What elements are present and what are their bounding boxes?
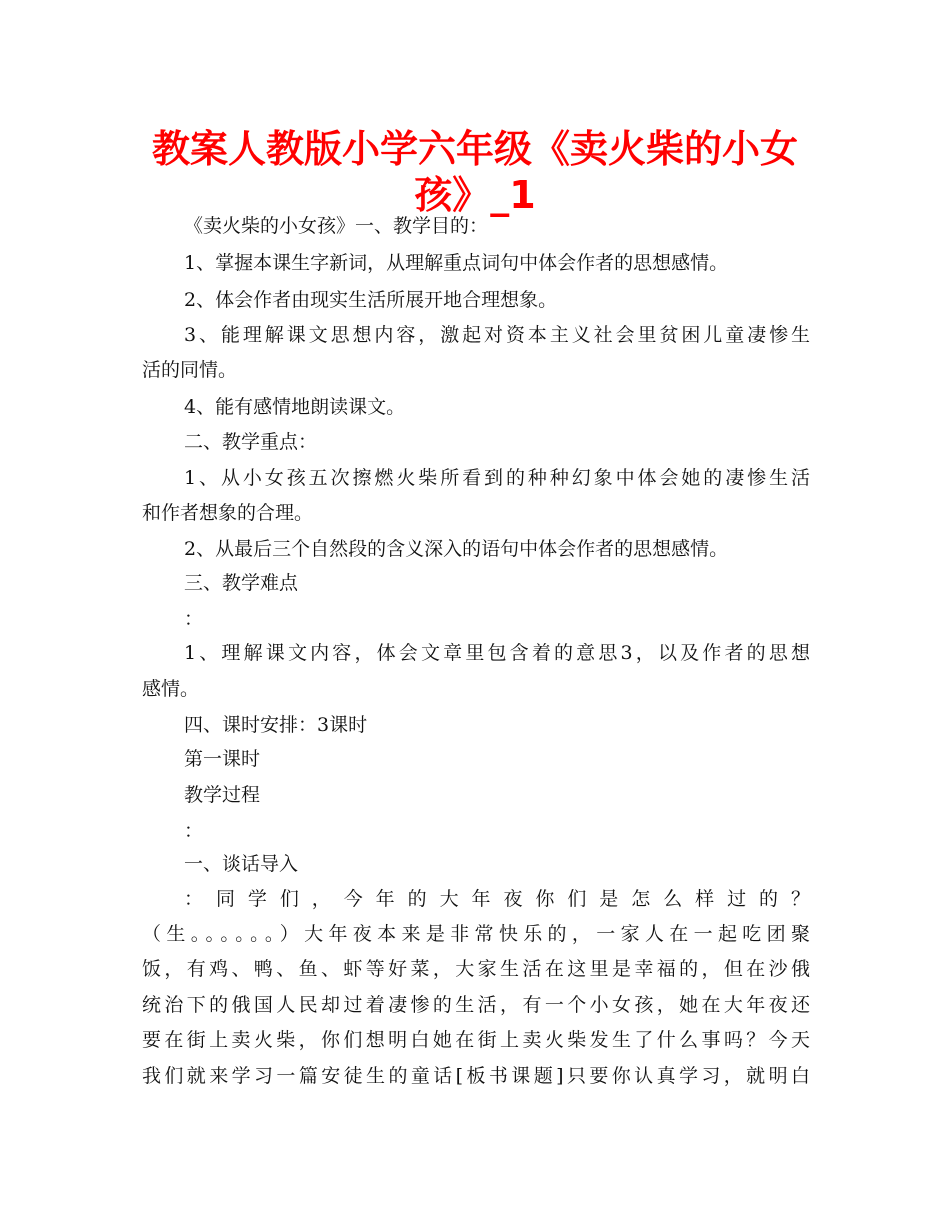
paragraph-line: 我们就来学习一篇安徒生的童话[板书课题]只要你认真学习，就明白 bbox=[142, 1065, 810, 1087]
paragraph-line: ：同学们，今年的大年夜你们是怎么样过的？ bbox=[184, 888, 810, 910]
paragraph-line: 2、从最后三个自然段的含义深入的语句中体会作者的思想感情。 bbox=[184, 538, 729, 560]
paragraph-line: 一、谈话导入 bbox=[184, 853, 299, 875]
paragraph-line: （生。。。。。。）大年夜本来是非常快乐的，一家人在一起吃团聚 bbox=[142, 923, 810, 945]
paragraph-line: 统治下的俄国人民却过着凄惨的生活，有一个小女孩，她在大年夜还 bbox=[142, 994, 810, 1016]
paragraph-line: 教学过程 bbox=[184, 784, 261, 806]
paragraph-line: 1、从小女孩五次擦燃火柴所看到的种种幻象中体会她的凄惨生活 bbox=[184, 467, 810, 489]
paragraph-line: 和作者想象的合理。 bbox=[142, 502, 314, 524]
paragraph-line: 第一课时 bbox=[184, 748, 261, 770]
paragraph-line: 3、能理解课文思想内容，激起对资本主义社会里贫困儿童凄惨生 bbox=[184, 324, 810, 346]
document-title-line-1: 教案人教版小学六年级《卖火柴的小女 bbox=[151, 127, 798, 171]
paragraph-line: 感情。 bbox=[142, 678, 200, 700]
paragraph-line: 二、教学重点： bbox=[184, 431, 318, 453]
paragraph-line: 2、体会作者由现实生活所展开地合理想象。 bbox=[184, 289, 558, 311]
paragraph-line: 4、能有感情地朗读课文。 bbox=[184, 396, 406, 418]
document-title-line-2: 孩》_1 bbox=[414, 173, 536, 217]
paragraph-line: 饭，有鸡、鸭、鱼、虾等好菜，大家生活在这里是幸福的，但在沙俄 bbox=[142, 958, 810, 980]
paragraph-line: 四、课时安排：3课时 bbox=[184, 714, 368, 736]
paragraph-line: ： bbox=[184, 820, 204, 842]
paragraph-line: 1、理解课文内容，体会文章里包含着的意思3，以及作者的思想 bbox=[184, 642, 810, 664]
paragraph-line: ： bbox=[184, 608, 204, 630]
paragraph-line: 1、掌握本课生字新词，从理解重点词句中体会作者的思想感情。 bbox=[184, 252, 729, 274]
paragraph-line: 活的同情。 bbox=[142, 359, 238, 381]
paragraph-line: 三、教学难点 bbox=[184, 572, 299, 594]
paragraph-line: 要在街上卖火柴，你们想明白她在街上卖火柴发生了什么事吗？今天 bbox=[142, 1029, 810, 1051]
paragraph-line: 《卖火柴的小女孩》一、教学目的： bbox=[184, 215, 489, 237]
